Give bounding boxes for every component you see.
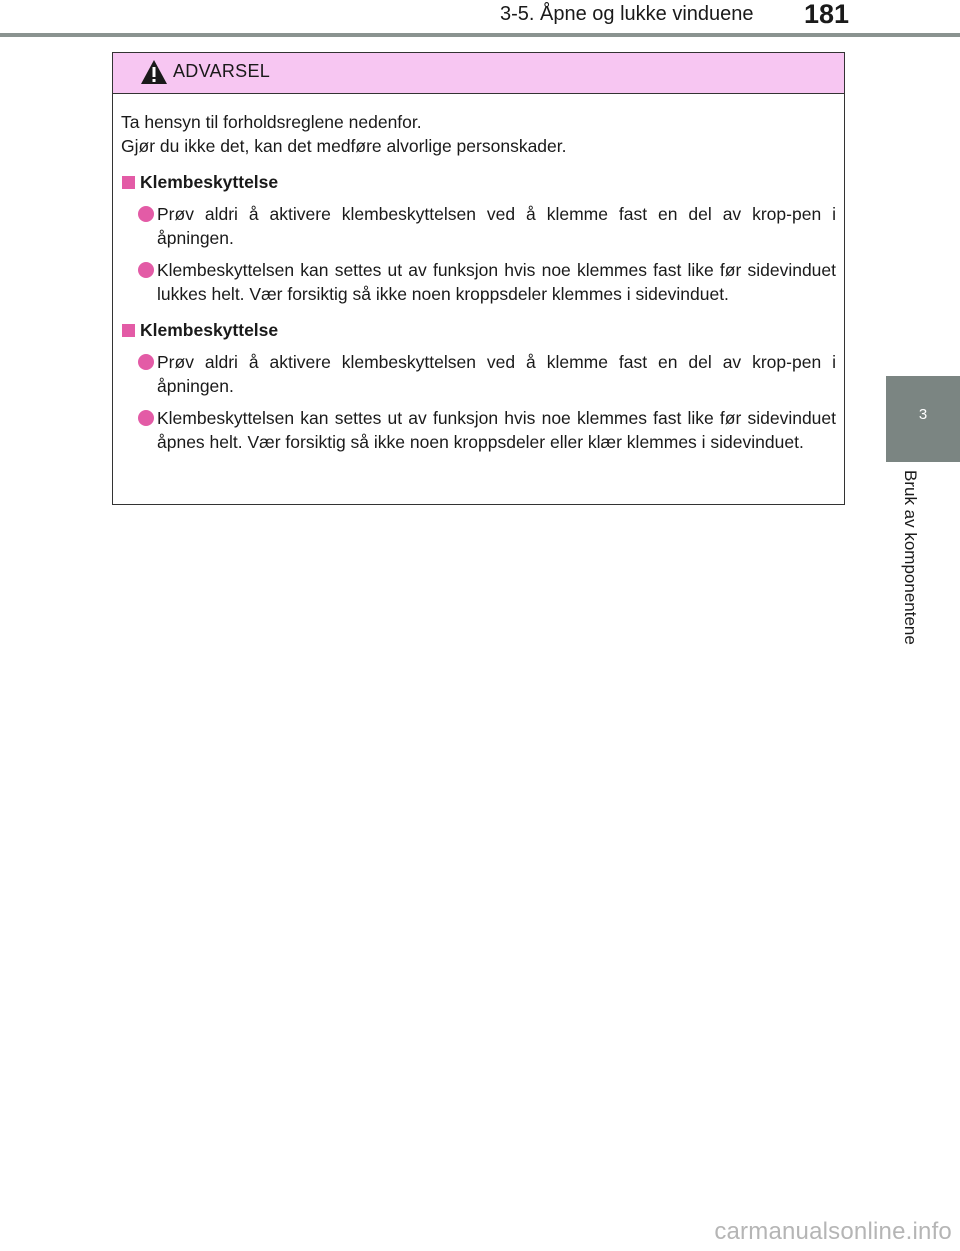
section-heading xyxy=(121,318,836,342)
chapter-number: 3 xyxy=(918,406,928,423)
watermark: carmanualsonline.info xyxy=(714,1218,952,1245)
square-bullet-icon xyxy=(122,324,135,337)
list-item-text: Prøv aldri å aktivere klembeskyttelsen ved å klemme fast en del av krop-pen i åpningen. xyxy=(157,352,836,396)
section-heading-text: Klembeskyttelse xyxy=(140,172,279,192)
header-divider xyxy=(0,33,960,37)
intro-line: Ta hensyn til forholdsreglene nedenfor. xyxy=(121,112,422,132)
warning-title: ADVARSEL xyxy=(173,61,271,81)
list-item xyxy=(121,202,836,250)
round-bullet-icon xyxy=(138,206,154,222)
section-heading xyxy=(121,170,836,194)
chapter-tab xyxy=(886,376,960,462)
round-bullet-icon xyxy=(138,354,154,370)
warning-box xyxy=(112,52,845,505)
intro-line: Gjør du ikke det, kan det medføre alvorlige personskader. xyxy=(121,136,567,156)
square-bullet-icon xyxy=(122,176,135,189)
list-item xyxy=(121,406,836,454)
section-title: 3-5. Åpne og lukke vinduene xyxy=(500,3,754,25)
chapter-label: Bruk av komponentene xyxy=(901,470,920,645)
section-heading-text: Klembeskyttelse xyxy=(140,320,279,340)
warning-header xyxy=(113,53,844,94)
warning-triangle-icon xyxy=(140,59,168,85)
list-item-text: Klembeskyttelsen kan settes ut av funksjon hvis noe klemmes fast like før sidevinduet lukkes helt. Vær forsiktig så ikke noen kroppsdeler klemmes i sidevinduet. xyxy=(157,260,836,304)
round-bullet-icon xyxy=(138,410,154,426)
list-item-text: Klembeskyttelsen kan settes ut av funksjon hvis noe klemmes fast like før sidevinduet åpnes helt. Vær forsiktig så ikke noen kroppsdeler eller klær klemmes i sidevinduet. xyxy=(157,408,836,452)
list-item xyxy=(121,350,836,398)
list-item-text: Prøv aldri å aktivere klembeskyttelsen ved å klemme fast en del av krop-pen i åpningen. xyxy=(157,204,836,248)
list-item xyxy=(121,258,836,306)
warning-body xyxy=(113,94,844,454)
round-bullet-icon xyxy=(138,262,154,278)
page-number: 181 xyxy=(804,0,850,29)
